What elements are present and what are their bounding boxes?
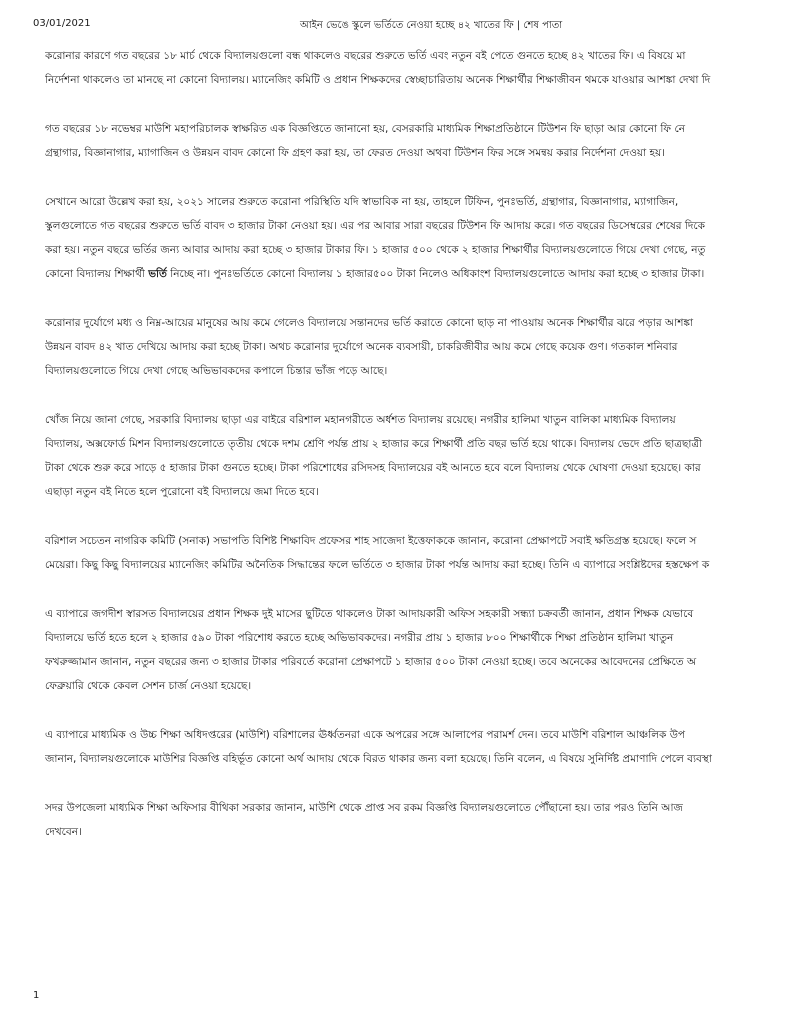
paragraph-1 [45, 44, 791, 92]
bold-word: ভর্তি [148, 268, 167, 280]
text-line: বিদ্যালয়ে ভর্তি হতে হলে ২ হাজার ৫৯০ টাকা পরিশোধ করতে হচ্ছে অভিভাবকদের। নগরীর প্রায় ১ হাজার ৮০০ শিক্ষার্থীকে শিক্ষা প্রতিষ্ঠান হালিমা খাতুন [45, 632, 674, 644]
paragraph-8 [45, 723, 791, 771]
text-line: নির্দেশনা থাকলেও তা মানছে না কোনো বিদ্যালয়। ম্যানেজিং কমিটি ও প্রধান শিক্ষকদের স্বেচ্ছাচারিতায় অনেক শিক্ষার্থীর শিক্ষাজীবন থমকে যাওয়ার আশঙ্কা দেখা দি [45, 74, 711, 86]
text-line: সেখানে আরো উল্লেখ করা হয়, ২০২১ সালের শুরুতে করোনা পরিস্থিতি যদি স্বাভাবিক না হয়, তাহলে টিফিন, পুনঃভর্তি, গ্রন্থাগার, বিজ্ঞানাগার, ম্যাগাজিন, [45, 196, 679, 208]
text-line: খোঁজ নিয়ে জানা গেছে, সরকারি বিদ্যালয় ছাড়া এর বাইরে বরিশাল মহানগরীতে অর্ধশত বিদ্যালয় রয়েছে। নগরীর হালিমা খাতুন বালিকা মাধ্যমিক বিদ্যালয় [45, 414, 676, 426]
text-line: দেখবেন। [45, 826, 82, 838]
page-header [0, 14, 791, 34]
paragraph-4 [45, 311, 791, 383]
text-line: এছাড়া নতুন বই নিতে হলে পুরোনো বই বিদ্যালয়ে জমা দিতে হবে। [45, 486, 319, 498]
paragraph-2 [45, 117, 791, 165]
paragraph-5 [45, 408, 791, 504]
paragraph-9 [45, 796, 791, 844]
text-segment: নিচ্ছে না। পুনঃভর্তিতে কোনো বিদ্যালয় ১ হাজার৫০০ টাকা নিলেও অধিকাংশ বিদ্যালয়গুলোতে আদায় করা হচ্ছে ৩ হাজার টাকা। [166, 268, 705, 280]
print-date: 03/01/2021 [33, 18, 91, 29]
text-line: করোনার দুর্যোগে মধ্য ও নিম্ন-আয়ের মানুষের আয় কমে গেলেও বিদ্যালয়ে সন্তানদের ভর্তি করাতে কোনো ছাড় না পাওয়ায় অনেক শিক্ষার্থীর ঝরে পড়ার আশঙ্কা [45, 317, 694, 329]
page-number: 1 [33, 990, 40, 1001]
paragraph-7 [45, 602, 791, 698]
text-line: গ্রন্থাগার, বিজ্ঞানাগার, ম্যাগাজিন ও উন্নয়ন বাবদ কোনো ফি গ্রহণ করা হয়, তা ফেরত দেওয়া অথবা টিউশন ফির সঙ্গে সমন্বয় করার নির্দেশনা দেওয়া হয়। [45, 147, 665, 159]
page-title: আইন ভেঙে স্কুলে ভর্তিতে নেওয়া হচ্ছে ৪২ খাতের ফি | শেষ পাতা [300, 20, 563, 31]
text-segment: কোনো বিদ্যালয় শিক্ষার্থী [45, 268, 149, 280]
paragraph-3 [45, 190, 791, 286]
text-line: ফেব্রুয়ারি থেকে কেবল সেশন চার্জ নেওয়া হয়েছে। [45, 680, 252, 692]
text-line: টাকা থেকে শুরু করে সাড়ে ৫ হাজার টাকা গুনতে হচ্ছে। টাকা পরিশোধের রসিদসহ বিদ্যালয়ের বই আনতে হবে বলে বিদ্যালয় থেকে ঘোষণা দেওয়া হয়েছে। কার [45, 462, 701, 474]
text-line: বিদ্যালয়, অক্সফোর্ড মিশন বিদ্যালয়গুলোতে তৃতীয় থেকে দশম শ্রেণি পর্যন্ত প্রায় ২ হাজার করে শিক্ষার্থী প্রতি বছর ভর্তি হয়ে থাকে। বিদ্যালয় ভেদে প্রতি ছাত্রছাত্রী [45, 438, 703, 450]
text-line [45, 262, 791, 286]
text-line: মেয়েরা। কিছু কিছু বিদ্যালয়ের ম্যানেজিং কমিটির অনৈতিক সিদ্ধান্তের ফলে ভর্তিতে ৩ হাজার টাকা পর্যন্ত আদায় করা হচ্ছে। তিনি এ ব্যাপারে সংশ্লিষ্টদের হস্তক্ষেপ ক [45, 559, 710, 571]
text-line: এ ব্যাপারে মাধ্যমিক ও উচ্চ শিক্ষা অধিদপ্তরের (মাউশি) বরিশালের ঊর্ধ্বতনরা একে অপরের সঙ্গে আলাপের পরামর্শ দেন। তবে মাউশি বরিশাল আঞ্চলিক উপ [45, 729, 686, 741]
text-line: গত বছরের ১৮ নভেম্বর মাউশি মহাপরিচালক স্বাক্ষরিত এক বিজ্ঞপ্তিতে জানানো হয়, বেসরকারি মাধ্যমিক শিক্ষাপ্রতিষ্ঠানে টিউশন ফি ছাড়া আর কোনো ফি নে [45, 123, 685, 135]
text-line: করা হয়। নতুন বছরে ভর্তির জন্য আবার আদায় করা হচ্ছে ৩ হাজার টাকার ফি। ১ হাজার ৫০০ থেকে ২ হাজার শিক্ষার্থীর বিদ্যালয়গুলোতে গিয়ে দেখা গেছে, নতু [45, 244, 706, 256]
text-line: জানান, বিদ্যালয়গুলোকে মাউশির বিজ্ঞপ্তি বহির্ভূত কোনো অর্থ আদায় থেকে বিরত থাকার জন্য বলা হয়েছে। তিনি বলেন, এ বিষয়ে সুনির্দিষ্ট প্রমাণাদি পেলে ব্যবস্থা [45, 753, 712, 765]
text-line: বরিশাল সচেতন নাগরিক কমিটি (সনাক) সভাপতি বিশিষ্ট শিক্ষাবিদ প্রফেসর শাহ সাজেদা ইত্তেফাককে জানান, করোনা প্রেক্ষাপটে সবাই ক্ষতিগ্রস্ত হয়েছে। ফলে স [45, 535, 697, 547]
text-line: উন্নয়ন বাবদ ৪২ খাত দেখিয়ে আদায় করা হচ্ছে টাকা। অথচ করোনার দুর্যোগে অনেক ব্যবসায়ী, চাকরিজীবীর আয় কমে গেছে কয়েক গুণ। গতকাল শনিবার [45, 341, 678, 353]
text-line: বিদ্যালয়গুলোতে গিয়ে দেখা গেছে অভিভাবকদের কপালে চিন্তার ভাঁজ পড়ে আছে। [45, 365, 388, 377]
text-line: করোনার কারণে গত বছরের ১৮ মার্চ থেকে বিদ্যালয়গুলো বন্ধ থাকলেও বছরের শুরুতে ভর্তি এবং নতুন বই পেতে গুনতে হচ্ছে ৪২ খাতের ফি। এ বিষয়ে মা [45, 50, 686, 62]
text-line: ফখরুজ্জামান জানান, নতুন বছরের জন্য ৩ হাজার টাকার পরিবর্তে করোনা প্রেক্ষাপটে ১ হাজার ৫০০ টাকা নেওয়া হচ্ছে। তবে অনেকের আবেদনের প্রেক্ষিতে অ [45, 656, 697, 668]
text-line: সদর উপজেলা মাধ্যমিক শিক্ষা অফিসার বীথিকা সরকার জানান, মাউশি থেকে প্রাপ্ত সব রকম বিজ্ঞপ্তি বিদ্যালয়গুলোতে পৌঁছানো হয়। তার পরও তিনি আজ [45, 802, 683, 814]
article-body [45, 44, 791, 869]
text-line: এ ব্যাপারে জগদীশ স্বারসত বিদ্যালয়ের প্রধান শিক্ষক দুই মাসের ছুটিতে থাকলেও টাকা আদায়কারী অফিস সহকারী সন্ধ্যা চক্রবর্তী জানান, প্রধান শিক্ষক যেভাবে [45, 608, 694, 620]
text-line: স্কুলগুলোতে গত বছরের শুরুতে ভর্তি বাবদ ৩ হাজার টাকা নেওয়া হয়। এর পর আবার সারা বছরের টিউশন ফি আদায় করে। গত বছরের ডিসেম্বরের শেষের দিকে [45, 220, 706, 232]
paragraph-6 [45, 529, 791, 577]
